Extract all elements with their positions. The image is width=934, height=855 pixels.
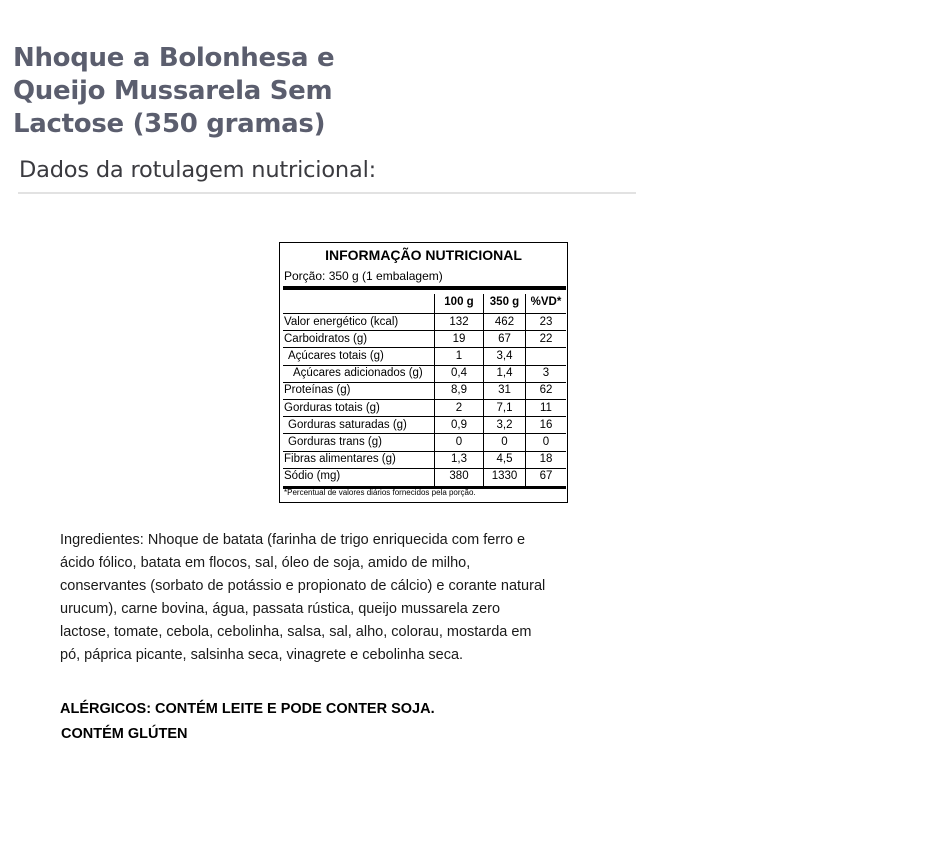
value-per-100g: 0,4	[451, 367, 467, 380]
column-header-350g: 350 g	[489, 296, 520, 308]
value-per-portion: 462	[494, 315, 515, 328]
nutrient-label: Açúcares adicionados (g)	[293, 367, 423, 380]
value-per-100g: 1,3	[451, 453, 467, 466]
daily-value-percent: 18	[539, 453, 553, 466]
column-header-100g: 100 g	[444, 296, 474, 308]
gluten-warning: CONTÉM GLÚTEN	[61, 726, 188, 742]
allergen-warning: ALÉRGICOS: CONTÉM LEITE E PODE CONTER SOJA.	[60, 701, 435, 717]
nutrition-facts-table	[279, 242, 568, 503]
value-per-portion: 3,4	[496, 349, 513, 362]
daily-value-percent: 67	[539, 470, 553, 483]
daily-value-percent: 22	[539, 332, 553, 345]
daily-value-percent: 23	[539, 315, 553, 328]
value-per-100g: 19	[452, 332, 466, 345]
value-per-100g: 1	[455, 349, 463, 362]
nutrient-label: Proteínas (g)	[284, 384, 351, 397]
nutrition-table-title: INFORMAÇÃO NUTRICIONAL	[325, 247, 522, 263]
daily-value-percent: 16	[539, 418, 553, 431]
nutrient-label: Gorduras trans (g)	[288, 435, 382, 448]
heading-divider	[18, 192, 636, 194]
thick-divider-top	[283, 286, 566, 290]
daily-value-percent: 62	[539, 384, 553, 397]
value-per-portion: 3,2	[496, 418, 513, 431]
value-per-portion: 1,4	[496, 367, 513, 380]
portion-size: Porção: 350 g (1 embalagem)	[284, 269, 443, 283]
ingredients-text: Ingredientes: Nhoque de batata (farinha de trigo enriquecida com ferro e ácido fólico, batata em flocos, sal, óleo de soja, amido de milho, conservantes (sorbato de potássio e propionato de cálcio) e corante natural urucum), carne bovina, água, passata rústica, queijo mussarela zero lactose, tomate, cebola, cebolinha, salsa, sal, alho, colorau, mostarda em pó, páprica picante, salsinha seca, vinagrete e cebolinha seca.	[60, 532, 546, 663]
column-header-vd: %VD*	[530, 296, 562, 308]
value-per-portion: 67	[498, 332, 511, 345]
nutrient-label: Fibras alimentares (g)	[284, 453, 396, 466]
nutrient-label: Sódio (mg)	[284, 470, 341, 483]
product-title: Nhoque a Bolonhesa e Queijo Mussarela Sem Lactose (350 gramas)	[13, 43, 335, 139]
value-per-100g: 8,9	[451, 384, 467, 397]
value-per-portion: 1330	[491, 470, 518, 483]
value-per-100g: 132	[449, 315, 469, 328]
nutrition-section-heading: Dados da rotulagem nutricional:	[19, 157, 377, 183]
nutrient-label: Carboidratos (g)	[284, 332, 368, 345]
value-per-portion: 7,1	[496, 401, 513, 414]
nutrient-label: Valor energético (kcal)	[284, 315, 399, 328]
nutrient-label: Gorduras saturadas (g)	[288, 418, 407, 431]
value-per-100g: 0	[455, 435, 463, 448]
value-per-100g: 380	[449, 470, 469, 483]
value-per-portion: 31	[498, 384, 511, 397]
table-footnote: *Percentual de valores diários fornecidos pela porção.	[284, 488, 476, 497]
value-per-100g: 2	[455, 401, 463, 414]
value-per-100g: 0,9	[451, 418, 467, 431]
nutrient-label: Açúcares totais (g)	[288, 349, 384, 362]
daily-value-percent: 11	[540, 401, 552, 414]
daily-value-percent: 0	[542, 435, 550, 448]
value-per-portion: 4,5	[496, 453, 513, 466]
daily-value-percent: 3	[542, 367, 550, 380]
nutrient-label: Gorduras totais (g)	[284, 401, 380, 414]
value-per-portion: 0	[501, 435, 508, 448]
